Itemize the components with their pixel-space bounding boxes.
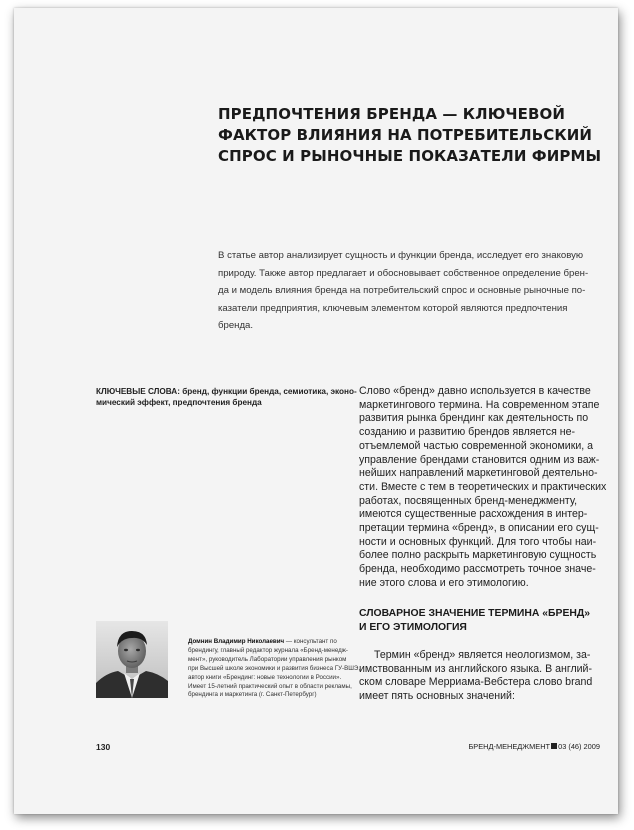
article-title-line: ПРЕДПОЧТЕНИЯ БРЕНДА — КЛЮЧЕВОЙ xyxy=(218,105,566,123)
running-footer xyxy=(460,742,600,751)
abstract-line: природу. Также автор предлагает и обосновывает собственное определение брен- xyxy=(218,267,589,279)
abstract-line: В статье автор анализирует сущность и функции бренда, исследует его знаковую xyxy=(218,250,584,261)
section-body-line: имствованным из английского языка. В англий- xyxy=(359,662,592,675)
author-photo xyxy=(96,621,168,698)
article-title xyxy=(218,104,602,167)
magazine-page xyxy=(14,8,618,814)
body-line: работах, посвященных бренд-менеджменту, xyxy=(359,494,578,507)
article-abstract xyxy=(218,247,600,335)
keywords xyxy=(96,386,357,408)
body-line: ности и основных функций. Для того чтобы наи- xyxy=(359,535,597,548)
section-heading-line: И ЕГО ЭТИМОЛОГИЯ xyxy=(359,621,467,633)
section-heading-line: СЛОВАРНОЕ ЗНАЧЕНИЕ ТЕРМИНА «БРЕНД» xyxy=(359,608,591,619)
abstract-line: бренда. xyxy=(218,320,254,331)
section-body xyxy=(359,649,599,704)
author-bio-first-line-rest: — консультант по xyxy=(284,638,337,645)
body-line: ние этого слова и его этимологию. xyxy=(359,576,529,589)
author-bio-line: брендинга и маркетинга (г. Санкт-Петербург) xyxy=(188,691,317,699)
body-line: претации термина «бренд», в описании его сущ- xyxy=(359,522,599,535)
author-bio-line: брендингу, главный редактор журнала «Бренд-менедж- xyxy=(188,646,348,654)
section-body-line: ском словаре Мерриама-Вебстера слово brand xyxy=(359,676,593,689)
body-line: бренда, необходимо рассмотреть точное значе- xyxy=(359,563,596,576)
body-line: созданию и развитию брендов является не- xyxy=(359,426,576,439)
body-line: Слово «бренд» давно используется в качестве xyxy=(359,385,591,397)
body-line: нейших направлений маркетинговой деятельно- xyxy=(359,467,598,480)
body-line: развития рынка брендинг как деятельность по xyxy=(359,412,589,425)
body-line: имеются существенные расхождения в интер- xyxy=(359,508,588,521)
square-separator-icon xyxy=(551,743,557,749)
abstract-line: да и модель влияния бренда на потребительский спрос и основные рыночные по- xyxy=(218,285,586,296)
article-body-intro xyxy=(359,385,607,591)
journal-name: БРЕНД-МЕНЕДЖМЕНТ xyxy=(468,742,551,751)
author-bio-line: мент», руководитель Лаборатории управления рынком xyxy=(188,655,347,663)
body-line: маркетингового термина. На современном этапе xyxy=(359,398,600,411)
article-title-line: ФАКТОР ВЛИЯНИЯ НА ПОТРЕБИТЕЛЬСКИЙ xyxy=(218,126,593,144)
section-body-line: имеет пять основных значений: xyxy=(359,690,515,703)
author-bio xyxy=(188,638,361,700)
article-title-line: СПРОС И РЫНОЧНЫЕ ПОКАЗАТЕЛИ ФИРМЫ xyxy=(218,147,602,165)
abstract-line: казатели предприятия, ключевым элементом которой являются предпочтения xyxy=(218,302,568,314)
body-line: отъемлемой частью современной экономики, а xyxy=(359,439,594,452)
section-body-line: Термин «бренд» является неологизмом, за- xyxy=(374,649,591,661)
body-line: более полно раскрыть маркетинговую сущность xyxy=(359,549,597,562)
author-name: Домнин Владимир Николаевич xyxy=(188,638,285,645)
author-bio-line: автор книги «Брендинг: новые технологии в России». xyxy=(188,673,342,681)
author-bio-first-line xyxy=(188,638,340,647)
body-line: управление брендами становится одним из важ- xyxy=(359,453,600,466)
body-line: сти. Вместе с тем в теоретических и практических xyxy=(359,480,607,493)
author-portrait-image xyxy=(96,621,168,698)
keywords-line: КЛЮЧЕВЫЕ СЛОВА: бренд, функции бренда, семиотика, эконо- xyxy=(96,387,357,396)
issue-number: 03 (46) 2009 xyxy=(558,742,600,751)
page-number: 130 xyxy=(96,742,111,752)
section-heading xyxy=(359,607,599,634)
keywords-line: мический эффект, предпочтения бренда xyxy=(96,398,262,407)
author-bio-line: при Высшей школе экономики и развития бизнеса ГУ-ВШЭ, xyxy=(188,664,361,672)
author-bio-line: Имеет 15-летний практический опыт в области рекламы, xyxy=(188,682,352,690)
